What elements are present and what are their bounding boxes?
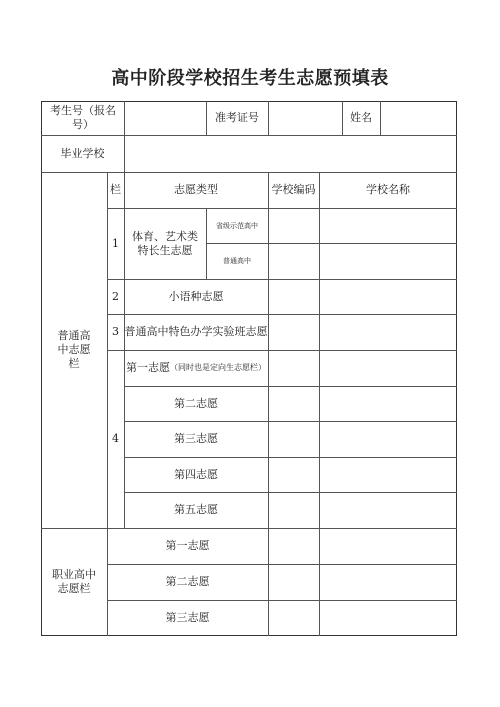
vocational-section-label: 职业高中志愿栏	[52, 568, 96, 595]
graduated-school-label: 毕业学校	[60, 146, 105, 160]
graduated-school-field[interactable]	[125, 135, 456, 172]
column-header-column: 栏	[110, 183, 121, 196]
general-section-label: 普通高中志愿栏	[57, 329, 91, 370]
fifth-choice-label: 第五志愿	[174, 503, 218, 516]
fourth-choice-label: 第四志愿	[174, 467, 218, 481]
first-choice-note: （同时也是定向生志愿栏）	[170, 363, 266, 372]
vocational-second-choice-label: 第二志愿	[165, 575, 210, 588]
third-choice-label: 第三志愿	[174, 432, 218, 445]
row-number: 4	[112, 432, 119, 445]
minor-language-label: 小语种志愿	[168, 289, 224, 303]
grid-line	[319, 172, 320, 636]
grid-line	[268, 172, 269, 636]
provincial-school-label: 省级示范高中	[216, 221, 258, 230]
admission-number-field[interactable]	[269, 101, 341, 135]
page-title: 高中阶段学校招生考生志愿预填表	[111, 68, 389, 89]
second-choice-label: 第二志愿	[174, 396, 218, 410]
name-field[interactable]	[381, 101, 456, 135]
first-choice-row	[124, 350, 268, 386]
vocational-first-choice-label: 第一志愿	[165, 539, 210, 552]
row-number: 3	[112, 325, 119, 338]
vocational-third-choice-label: 第三志愿	[165, 611, 210, 624]
row-number: 1	[112, 236, 119, 250]
column-header-type: 志愿类型	[174, 183, 218, 196]
exam-number-field[interactable]	[126, 101, 204, 135]
column-header-school-code: 学校编码	[271, 183, 316, 196]
general-school-label: 普通高中	[223, 257, 251, 265]
specialty-type-label: 体育、艺术类特长生志愿	[132, 229, 198, 257]
row-number: 2	[112, 289, 119, 303]
column-header-school-name: 学校名称	[366, 183, 410, 196]
first-choice-label: 第一志愿	[126, 361, 170, 374]
name-label: 姓名	[350, 111, 372, 124]
experimental-class-label: 普通高中特色办学实验班志愿	[124, 325, 268, 338]
exam-number-label: 考生号（报名号）	[50, 104, 116, 131]
admission-number-label: 准考证号	[215, 111, 259, 124]
